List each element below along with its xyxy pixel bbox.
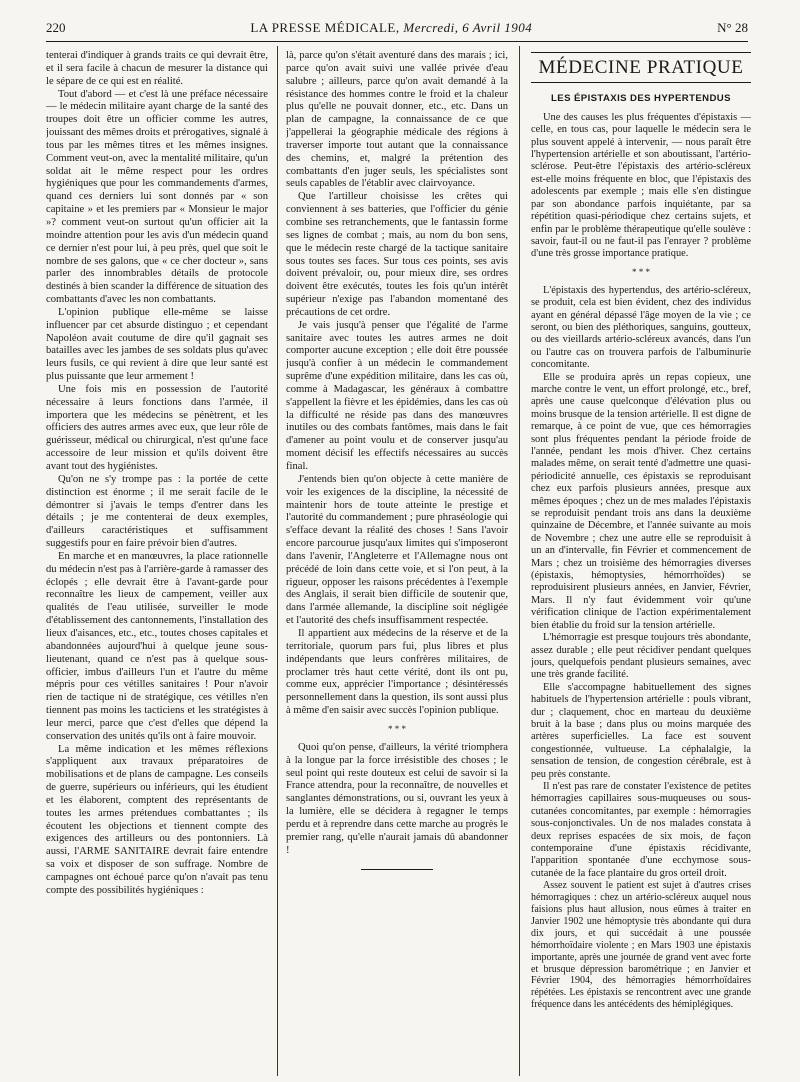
- column-1: [46, 50, 268, 1072]
- paragraph: J'entends bien qu'on objecte à cette manière de voir les exigences de la discipline, la nécessité de maintenir hors de toute atteinte le prestige et l'autorité du commandement ; pure phraséologie qui s'efface devant la réalité des choses ! Sans l'avoir encore parcourue jusqu'aux limites qui s'imposeront dans l'avenir, l'Angleterre et l'Allemagne nous ont précédé de loin dans cette voie, et si l'on peut, à la rigueur, opposer les raisons précédentes à l'exemple des Anglais, il serait bien difficile de soutenir que, dans l'armée allemande, la discipline soit négligée et l'autorité des chefs insuffisamment respectée.: [286, 473, 508, 627]
- paragraph: L'épistaxis des hypertendus, des artério-scléreux, se produit, cela est bien évident, chez des individus ayant en général dépassé l'âge moyen de la vie ; ce seront, ou bien des pléthoriques, sanguins, goutteux, ou des vieillards artério-scléreux avancés, dans l'un ou l'autre cas on trouvera parfois de l'albuminurie concomitante.: [531, 284, 751, 371]
- asterism-divider: * * *: [632, 266, 650, 277]
- journal-title: [250, 20, 532, 36]
- column-2: [286, 50, 508, 1072]
- running-head: [46, 20, 748, 38]
- asterism-divider: * * *: [388, 723, 406, 734]
- section-header: [531, 52, 751, 83]
- paragraph: tenterai d'indiquer à grands traits ce qui devrait être, et il sera facile à chacun de mesurer la distance qui le sépare de ce qui est en réalité.: [46, 50, 268, 87]
- paragraph: là, parce qu'on s'était aventuré dans des marais ; ici, parce qu'on avait suivi une vallée privée d'eau salubre ; ailleurs, parce qu'on avait demandé à la résistance des hommes contre le froid et la chaleur plus qu'elle ne pouvait donner, etc., etc. Dans un plan de campagne, la connaissance de ce que j'appellerai la géographie médicale des régions à traverser importe tout autant que la connaissance des chemins, et, malgré la prétention des combattants d'en juger seuls, les spécialistes sont seuls capables de l'établir avec clairvoyance.: [286, 50, 508, 190]
- closing-paragraph: Quoi qu'on pense, d'ailleurs, la vérité triomphera à la longue par la force irrésistible des choses ; le seul point qui reste douteux est celui de savoir si la France attendra, pour la reconnaître, de nouvelles et sanglantes démonstrations, ou si, ouvrant les yeux à la lumière, elle se décidera à regagner le temps perdu et à reprendre dans cette marche au progrès le premier rang, qu'elle n'aurait jamais dû abandonner !: [286, 741, 508, 856]
- paragraph: L'hémorragie est presque toujours très abondante, assez durable ; elle peut récidiver pendant quelques jours, quelquefois pendant plusieurs semaines, avec une très grande facilité.: [531, 632, 751, 681]
- paragraph: En marche et en manœuvres, la place rationnelle du médecin n'est pas à l'arrière-garde à ramasser des éclopés ; elle devrait être à l'avant-garde pour reconnaître les lieux de campement, veiller aux qualités de l'eau utilisée, surveiller le mode d'établissement des cantonnements, l'installation des lieux d'aisances, etc., etc., toutes choses capitales et abandonnées aujourd'hui à quelque jeune sous-lieutenant, quand ce n'est pas à quelque sous-officier, imbus d'ailleurs l'un et l'autre du même mépris pour ces vétilles sanitaires ! Pour n'avoir rien de tactique ni de stratégique, ces vétilles n'en tiennent pas moins les tacticiens et les stratégistes à leur merci, parce que c'est d'elles que dépend la conservation des unités qu'ils ont à faire mouvoir.: [46, 550, 268, 742]
- column-divider: [277, 46, 278, 1076]
- paragraph: Tout d'abord — et c'est là une préface nécessaire — le médecin militaire ayant charge de la santé des troupes doit être un officier comme les autres, jouissant des mêmes droits et prérogatives, signalé à tous par les mêmes titres et les mêmes insignes. Comment veut-on, avec la mentalité militaire, qu'un soldat ait le même respect pour les ordres hygiéniques que pour les commandements d'armes, quand ces derniers lui sont donnés par « son capitaine » et les premiers par « Monsieur le major »? comment veut-on surtout qu'un officier ait la moindre attention pour les avis d'un médecin quand ce dernier n'est pour lui, à peu près, quel que soit le nombre de ses galons, que « ce cher docteur », sans parler des innombrables détails de protocole destinés à bien scander la différence de situation des combattants d'avec les non combattants.: [46, 88, 268, 306]
- article-title: LES ÉPISTAXIS DES HYPERTENDUS: [551, 93, 731, 104]
- paragraph: Il appartient aux médecins de la réserve et de la territoriale, quorum pars fui, plus libres et plus indépendants que leurs confrères militaires, de proclamer très haut cette vérité, dont ils ont pu, comme eux, apprécier l'importance ; désintéressés personnellement dans la question, ils sont aussi plus à même d'en saisir avec succès l'opinion publique.: [286, 627, 508, 717]
- paragraph: Qu'on ne s'y trompe pas : la portée de cette distinction est énorme ; il me serait facile de le démontrer si j'avais le temps d'entrer dans les détails ; je me contenterai de deux exemples, d'ailleurs caractéristiques et suffisamment suggestifs pour en faire prévoir bien d'autres.: [46, 473, 268, 550]
- journal-name: LA PRESSE MÉDICALE,: [250, 20, 400, 35]
- paragraph: Je vais jusqu'à penser que l'égalité de l'arme sanitaire avec toutes les autres armes ne doit comporter aucune exception ; elle doit être poussée jusqu'à confier à un médecin le commandement suprême d'une expédition militaire, dans les cas où, comme à Madagascar, les généraux à combattre s'appellent la fièvre et les épidémies, dans les cas où la difficulté ne réside pas dans des manœuvres inutiles ou des combats fantômes, mais dans le fait d'amener au point voulu et de conserver jusqu'au moment décisif les effectifs nécessaires au succès final.: [286, 319, 508, 472]
- header-rule: [46, 41, 748, 42]
- end-rule: [361, 869, 433, 870]
- article-body: [531, 112, 751, 1011]
- paragraph: Une fois mis en possession de l'autorité nécessaire à leurs fonctions dans l'armée, il importera que les médecins se pénètrent, et les officiers des autres armes avec eux, que leur rôle de guérisseur, médical ou chirurgical, n'est qu'une face accessoire de leur mission et qu'ils doivent être avant tout des hygiénistes.: [46, 383, 268, 472]
- section-title: MÉDECINE PRATIQUE: [538, 57, 744, 78]
- issue-number: N° 28: [717, 20, 748, 35]
- paragraph: La même indication et les mêmes réflexions s'appliquent aux travaux préparatoires de mobilisations et de plans de campagne. Les conseils de guerre, supérieurs ou inférieurs, qui les étudient et les élaborent, comptent des représentants de toutes les armes prétendues combattantes ; ils écoutent les objections et tiennent compte des exigences des artilleurs ou des pontonniers. Là aussi, l'ARME SANITAIRE devrait faire entendre sa voix et disposer de son suffrage. Nombre de campagnes ont échoué parce qu'on n'avait pas tenu compte des possibilités hygiéniques :: [46, 743, 268, 896]
- column-divider: [519, 46, 520, 1076]
- paragraph: Elle se produira après un repas copieux, une marche contre le vent, un effort prolongé, etc., bref, après une cause quelconque d'élévation plus ou moins brusque de la tension artérielle. Il est digne de remarque, à ce point de vue, que ces hémorragies sont plus fréquentes pendant la période froide de l'année, pendant les mois d'hiver. Chez certains malades même, on serait tenté d'admettre une quasi-périodicité annuelle, ces épistaxis se reproduisant chez eux parfois plusieurs années, presque aux mêmes époques ; chez un de mes malades l'épistaxis se reproduisit pendant trois ans dans la deuxième quinzaine de Décembre, et l'année suivante au mois de Novembre ; chez une autre elle se reproduisit à un an d'intervalle, fin Février et commencement de Mars ; chez un troisième des hémorragies diverses (épistaxis, hémoptysies, hémorrhoïdes) se reproduisirent plusieurs années, en Janvier, Février, Mars. Il n'y faut évidemment voir qu'une vérification clinique de l'action expérimentalement bien établie du froid sur la tension artérielle.: [531, 371, 751, 631]
- intro-paragraph: Une des causes les plus fréquentes d'épistaxis — celle, en tous cas, pour laquelle le médecin sera le plus souvent appelé à intervenir, — nous paraît être l'hypertension artérielle et son aboutissant, l'artério-sclérose. Peut-être l'épistaxis des artério-scléreux est-elle moins fréquente en bloc, que l'épistaxis des adolescents par exemple ; mais elle s'en distingue par son abondance parfois inquiétante, par sa répétition quasi-périodique chez certains sujets, et enfin par le problème thérapeutique qu'elle soulève : savoir, faut-il ou ne faut-il pas l'enrayer ? problème d'une très grosse importance pratique.: [531, 111, 751, 260]
- paragraph: Que l'artilleur choisisse les crêtes qui conviennent à ses batteries, que l'officier du génie combine ses retranchements, que le fantassin forme ses lignes de combat ; mais, au nom du bon sens, que le médecin reste chargé de la tactique sanitaire sous toutes ses faces. Sur tous ces points, ses avis doivent prévaloir, ou, pour mieux dire, ses ordres doivent être exécutés, toutes les fois qu'un intérêt supérieur n'exige pas l'abandon momentané des précautions de cet ordre.: [286, 191, 508, 318]
- paragraph: Il n'est pas rare de constater l'existence de petites hémorragies capillaires sous-muqueuses ou sous-cutanées concomitantes, par exemple : hémorragies sous-conjonctivales. Un de nos malades constata à deux reprises espacées de six mois, de façon contemporaine d'une épistaxis récidivante, l'apparition spontanée d'une ecchymose sous-cutanée de la face plantaire du gros orteil droit.: [531, 780, 751, 879]
- page-number: 220: [46, 20, 66, 35]
- column-3: [531, 50, 751, 1072]
- paragraph: Elle s'accompagne habituellement des signes habituels de l'hypertension artérielle : pouls vibrant, dur ; claquement, choc en marteau du deuxième bruit à la base ; dans plus ou moins marquée des artères superficielles. La face est souvent congestionnée, vultueuse. La céphalalgie, la sensation de tension, de congestion cérébrale, est à peu près constante.: [531, 681, 751, 780]
- issue-date: Mercredi, 6 Avril 1904: [403, 20, 533, 35]
- paragraph: L'opinion publique elle-même se laisse influencer par cet absurde distinguo ; et cependant Napoléon avait coutume de dire qu'il gagnait ses batailles avec les jambes de ses soldats plus qu'avec leurs fusils, ce qui revient à dire que leur santé est plus puissante que leur armement !: [46, 306, 268, 383]
- paragraph: Assez souvent le patient est sujet à d'autres crises hémorragiques : chez un artério-scléreux auquel nous faisions plus haut allusion, nous eûmes à traiter en Janvier 1902 une hémoptysie très abondante qui dura dix jours, et qui succédait à une poussée hémorrhoïdaire violente ; en Mars 1903 une épistaxis importante, après une journée de grand vent avec forte et brusque dépression barométrique ; en Janvier et Février 1904, des hémorragies hémorrhoïdaires répétées. Les épistaxis se rencontrent avec une grande fréquence dans les antécédents des hémiplégiques.: [531, 880, 751, 1011]
